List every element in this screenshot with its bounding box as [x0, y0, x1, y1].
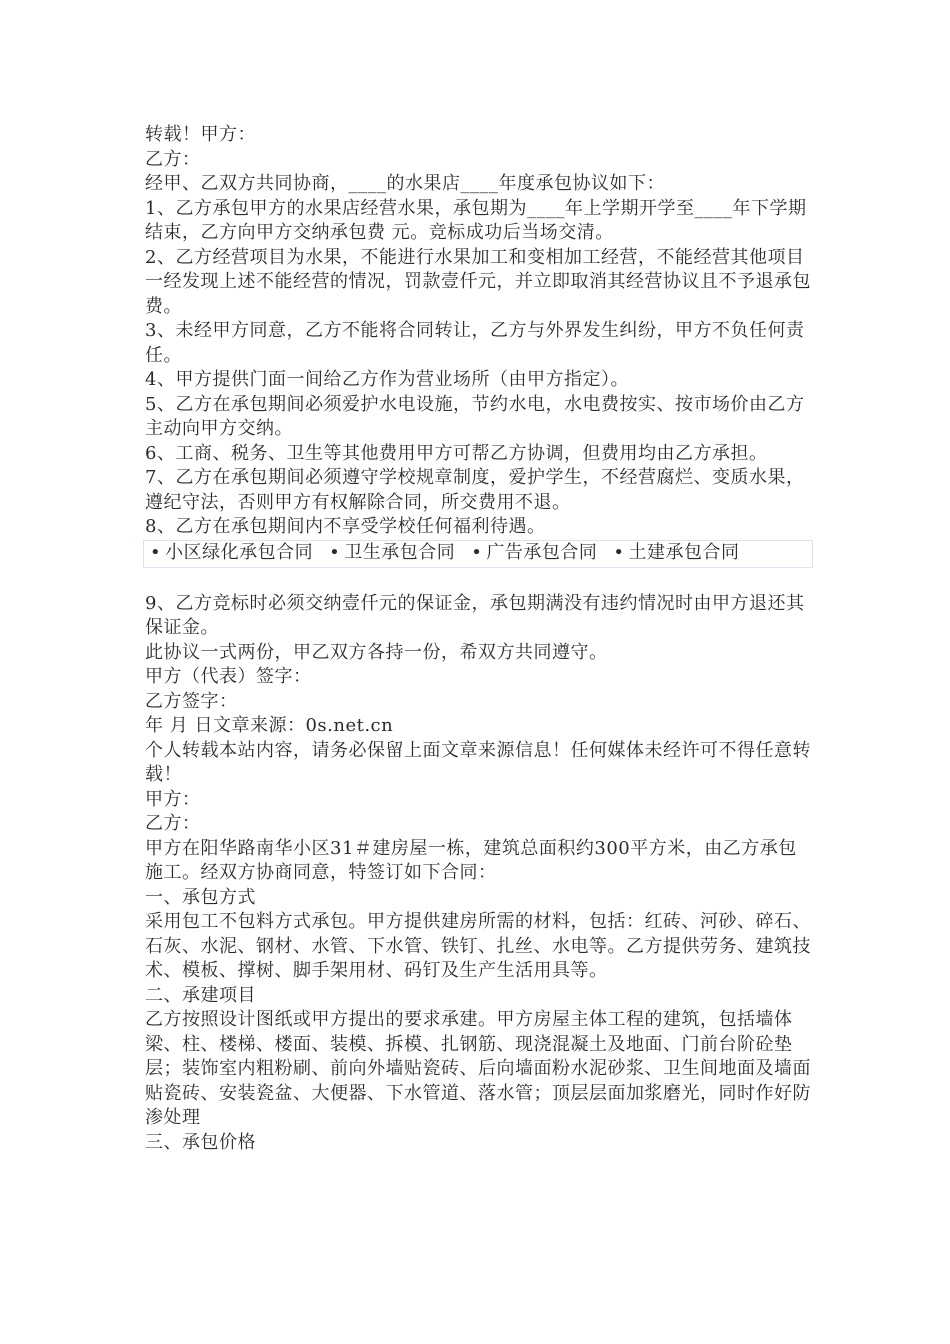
paragraph: 乙方按照设计图纸或甲方提出的要求承建。甲方房屋主体工程的建筑，包括墙体梁、柱、楼梯、楼面、装模、拆模、扎钢筋、现浇混凝土及地面、门前台阶砼垫层；装饰室内粗粉刷、前向外墙贴瓷砖、后向墙面粉水泥砂浆、卫生间地面及墙面贴瓷砖、安装瓷盆、大便器、下水管道、落水管；顶层层面加浆磨光，同时作好防渗处理	[145, 1009, 811, 1128]
paragraph: 甲方：	[145, 788, 201, 810]
clause-8: 8、乙方在承包期间内不享受学校任何福利待遇。	[145, 516, 546, 537]
agreement-section-1	[145, 123, 813, 540]
paragraph: 经甲、乙双方共同协商，____的水果店____年度承包协议如下：	[145, 173, 665, 194]
paragraph: 转载！甲方：	[145, 124, 256, 145]
reprint-notice: 个人转载本站内容，请务必保留上面文章来源信息！任何媒体未经许可不得任意转载！	[145, 739, 811, 785]
paragraph: 此协议一式两份，甲乙双方各持一份，希双方共同遵守。	[145, 641, 608, 663]
section-heading: 二、承建项目	[145, 984, 256, 1006]
paragraph: 乙方：	[145, 148, 201, 170]
clause-6: 6、工商、税务、卫生等其他费用甲方可帮乙方协调，但费用均由乙方承担。	[145, 442, 768, 464]
date-source-line: 年 月 日文章来源：0s.net.cn	[145, 715, 394, 736]
related-link-sanitation[interactable]: • 卫生承包合同	[329, 541, 455, 566]
clause-1: 1、乙方承包甲方的水果店经营水果，承包期为____年上学期开学至____年下学期结束，乙方向甲方交纳承包费 元。竞标成功后当场交清。	[145, 197, 807, 243]
clause-3: 3、未经甲方同意，乙方不能将合同转让，乙方与外界发生纠纷，甲方不负任何责任。	[145, 320, 805, 366]
agreement-section-2	[145, 592, 813, 1156]
related-links-bar	[143, 540, 813, 568]
clause-4: 4、甲方提供门面一间给乙方作为营业场所（由甲方指定）。	[145, 369, 629, 390]
signature-line-party-a: 甲方（代表）签字：	[145, 666, 312, 687]
section-heading: 三、承包价格	[145, 1131, 256, 1153]
paragraph: 甲方在阳华路南华小区31＃建房屋一栋，建筑总面积约300平方米，由乙方承包施工。经双方协商同意，特签订如下合同：	[145, 837, 797, 883]
related-link-greening[interactable]: • 小区绿化承包合同	[150, 541, 313, 566]
clause-5: 5、乙方在承包期间必须爱护水电设施，节约水电，水电费按实、按市场价由乙方主动向甲方交纳。	[145, 393, 805, 439]
paragraph: 采用包工不包料方式承包。甲方提供建房所需的材料，包括：红砖、河砂、碎石、石灰、水泥、钢材、水管、下水管、铁钉、扎丝、水电等。乙方提供劳务、建筑技术、模板、撑树、脚手架用材、码钉及生产生活用具等。	[145, 911, 811, 981]
related-link-advertising[interactable]: • 广告承包合同	[471, 541, 597, 566]
paragraph: 乙方：	[145, 813, 201, 834]
clause-9: 9、乙方竞标时必须交纳壹仟元的保证金，承包期满没有违约情况时由甲方退还其保证金。	[145, 592, 805, 638]
document-body	[145, 123, 813, 1155]
spacer	[145, 568, 813, 592]
clause-2: 2、乙方经营项目为水果，不能进行水果加工和变相加工经营，不能经营其他项目一经发现上述不能经营的情况，罚款壹仟元，并立即取消其经营协议且不予退承包费。	[145, 246, 811, 317]
signature-line-party-b: 乙方签字：	[145, 690, 238, 712]
section-heading: 一、承包方式	[145, 886, 256, 908]
related-link-construction[interactable]: • 土建承包合同	[613, 541, 739, 566]
clause-7: 7、乙方在承包期间必须遵守学校规章制度，爱护学生，不经营腐烂、变质水果，遵纪守法，否则甲方有权解除合同，所交费用不退。	[145, 467, 805, 513]
